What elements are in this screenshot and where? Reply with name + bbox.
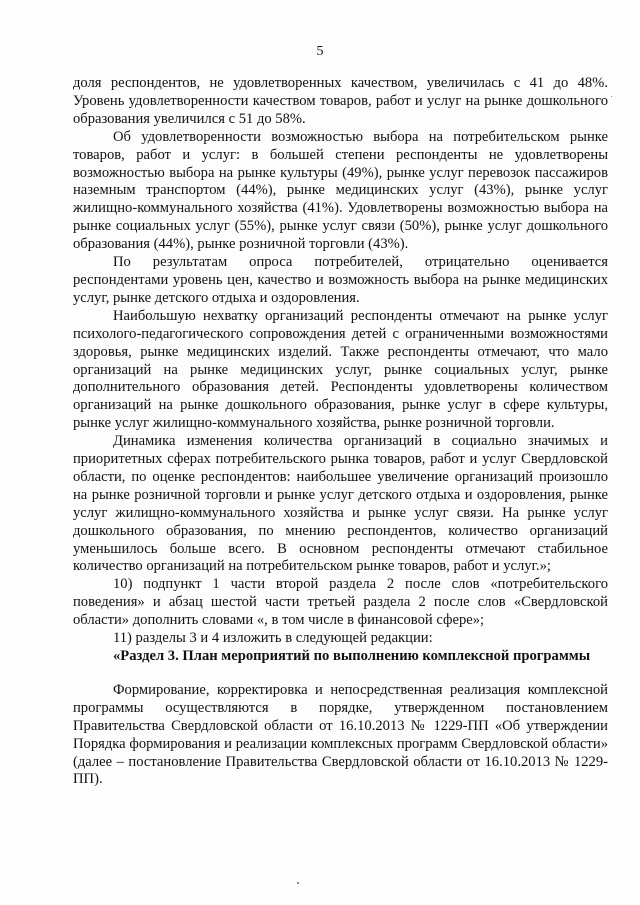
paragraph-survey-results: По результатам опроса потребителей, отрицательно оценивается респондентами уровень цен, качество и возможность выбора на рынке медицинских услуг, рынке детского отдыха и оздоровления. [73, 254, 608, 306]
page-number: 5 [316, 44, 324, 59]
paragraph-item-11: 11) разделы 3 и 4 изложить в следующей редакции: [113, 630, 433, 647]
section-3-heading: «Раздел 3. План мероприятий по выполнению комплексной программы [113, 648, 591, 664]
document-body [73, 75, 608, 789]
scan-speck [297, 882, 299, 884]
scan-speck [611, 96, 612, 97]
paragraph-dynamics: Динамика изменения количества организаций в социально значимых и приоритетных сферах потребительского рынка товаров, работ и услуг Свердловской области, по оценке респондентов: наибольшее увеличение организаций произошло на рынке розничной торговли и рынке услуг детского отдыха и оздоровления, рынке услуг жилищно-коммунального хозяйства и рынке услуг связи. На рынке услуг дошкольного образования, по мнению респондентов, количество организаций уменьшилось больше всего. В основном респонденты отмечают стабильное количество организаций на потребительском рынке товаров, работ и услуг.»; [73, 433, 608, 575]
paragraph-choice-satisfaction: Об удовлетворенности возможностью выбора на потребительском рынке товаров, работ и услуг: в большей степени респонденты не удовлетворены возможностью выбора на рынке культуры (49%), рынке услуг перевозок пассажиров наземным транспортом (44%), рынке медицинских услуг (43%), рынке услуг жилищно-коммунального хозяйства (41%). Удовлетворены возможностью выбора на рынке социальных услуг (55%), рынке услуг связи (50%), рынке услуг дошкольного образования (44%), рынке розничной торговли (43%). [73, 128, 608, 253]
paragraph-shortage-organizations: Наибольшую нехватку организаций респонденты отмечают на рынке услуг психолого-педагогического сопровождения детей с ограниченными возможностями здоровья, рынке медицинских изделий. Также респонденты отмечают, что мало организаций на рынке медицинских услуг, рынке социальных услуг, рынке дополнительного образования детей. Респонденты удовлетворены количеством организаций на рынке дошкольного образования, рынке услуг в сфере культуры, рынке услуг жилищно-коммунального хозяйства, рынке розничной торговли. [73, 307, 608, 432]
paragraph-satisfaction-quality: доля респондентов, не удовлетворенных качеством, увеличилась с 41 до 48%. Уровень удовлетворенности качеством товаров, работ и услуг на рынке дошкольного образования увеличился с 51 до 58%. [73, 75, 608, 127]
paragraph-program-formation: Формирование, корректировка и непосредственная реализация комплексной программы осуществляются в порядке, утвержденном постановлением Правительства Свердловской области от 16.10.2013 № 1229-ПП «Об утверждении Порядка формирования и реализации комплексных программ Свердловской области» (далее – постановление Правительства Свердловской области от 16.10.2013 № 1229-ПП). [73, 681, 608, 788]
paragraph-item-10: 10) подпункт 1 части второй раздела 2 после слов «потребительского поведения» и абзац шестой части третьей раздела 2 после слов «Свердловской области» дополнить словами «, в том числе в финансовой сфере»; [73, 576, 608, 629]
